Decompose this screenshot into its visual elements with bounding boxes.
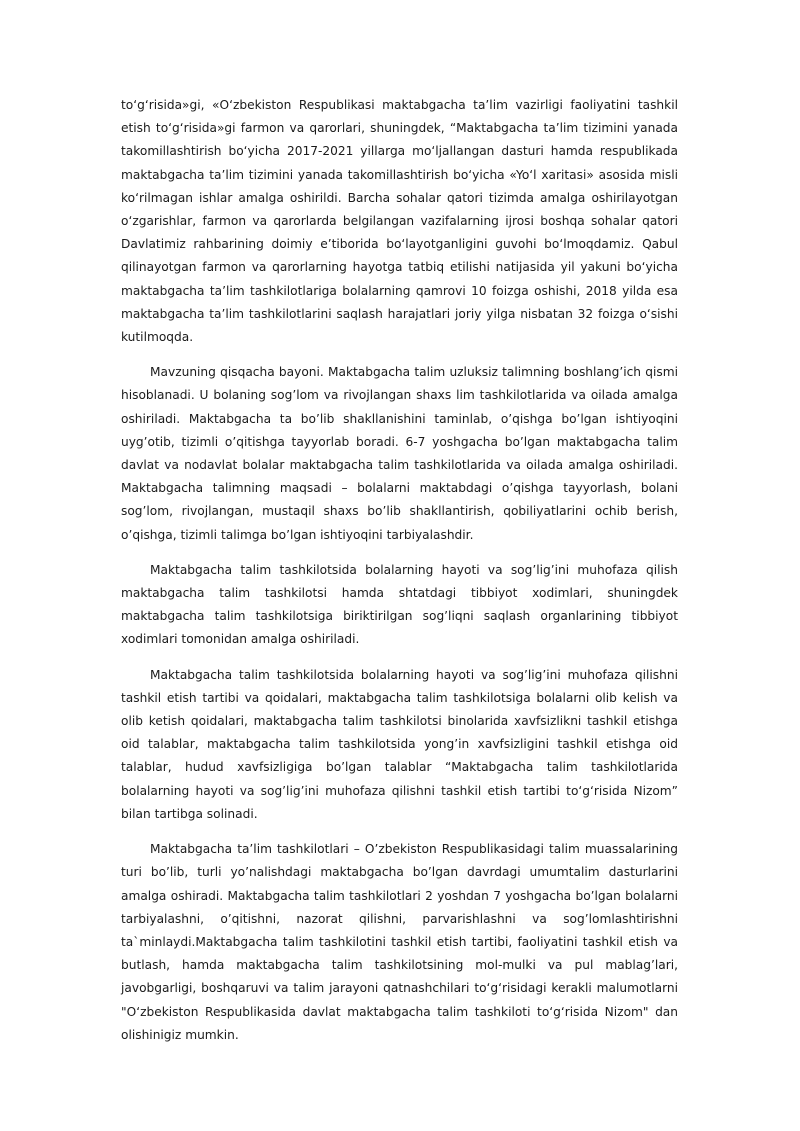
document-page: [121, 94, 678, 1059]
paragraph-3: Maktabgacha talim tashkilotsida bolalarning hayoti va sog’lig’ini muhofaza qilish maktabgacha talim tashkilotsi hamda shtatdagi tibbiyot xodimlari, shuningdek maktabgacha talim tashkilotsiga biriktirilgan sog’liqni saqlash organlarining tibbiyot xodimlari tomonidan amalga oshiriladi.: [121, 562, 678, 647]
paragraph-2: Mavzuning qisqacha bayoni. Maktabgacha talim uzluksiz talimning boshlang’ich qismi hisoblanadi. U bolaning sog’lom va rivojlangan shaxs lim tashkilotlarida va oilada amalga oshiriladi. Maktabgacha ta bo’lib shakllanishini taminlab, o’qishga bo’lgan ishtiyoqini uyg’otib, tizimli o’qitishga tayyorlab boradi. 6-7 yoshgacha bo’lgan maktabgacha talim davlat va nodavlat bolalar maktabgacha talim tashkilotlarida va oilada amalga oshiriladi. Maktabgacha talimning maqsadi – bolalarni maktabdagi o’qishga tayyorlash, bolani sog’lom, rivojlangan, mustaqil shaxs bo’lib shakllantirish, qobiliyatlarini ochib berish, o’qishga, tizimli talimga bo’lgan ishtiyoqini tarbiyalashdir.: [121, 365, 678, 542]
paragraph-1: to‘g‘risida»gi, «O‘zbekiston Respublikasi maktabgacha ta’lim vazirligi faoliyatini tashkil etish to‘g‘risida»gi farmon va qarorlari, shuningdek, “Maktabgacha ta’lim tizimini yanada takomillashtirish bo‘yicha 2017-2021 yillarga mo‘ljallangan dasturi hamda respublikada maktabgacha ta’lim tizimini yanada takomillashtirish bo‘yicha «Yo‘l xaritasi» asosida misli ko‘rilmagan ishlar amalga oshirildi. Barcha sohalar qatori tizimda amalga oshirilayotgan o‘zgarishlar, farmon va qarorlarda belgilangan vazifalarning ijrosi boshqa sohalar qatori Davlatimiz rahbarining doimiy e’tiborida bo‘layotganligini guvohi bo‘lmoqdamiz. Qabul qilinayotgan farmon va qarorlarning hayotga tatbiq etilishi natijasida yil yakuni bo‘yicha maktabgacha ta’lim tashkilotlariga bolalarning qamrovi 10 foizga oshishi, 2018 yilda esa maktabgacha ta’lim tashkilotlarini saqlash harajatlari joriy yilga nisbatan 32 foizga o‘sishi kutilmoqda.: [121, 98, 678, 345]
paragraph-4: Maktabgacha talim tashkilotsida bolalarning hayoti va sog’lig’ini muhofaza qilishni tashkil etish tartibi va qoidalari, maktabgacha talim tashkilotsiga bolalarni olib kelish va olib ketish qoidalari, maktabgacha talim tashkilotsi binolarida xavfsizlikni tashkil etishga oid talablar, maktabgacha talim tashkilotsida yong’in xavfsizligini tashkil etishga oid talablar, hudud xavfsizligiga bo’lgan talablar “Maktabgacha talim tashkilotlarida bolalarning hayoti va sog’lig’ini muhofaza qilishni tashkil etish tartibi to‘g‘risida Nizom” bilan tartibga solinadi.: [121, 667, 678, 821]
paragraph-5: Maktabgacha ta’lim tashkilotlari – O’zbekiston Respublikasidagi talim muassalarining turi bo’lib, turli yo’nalishdagi maktabgacha bo’lgan davrdagi umumtalim dasturlarini amalga oshiradi. Maktabgacha talim tashkilotlari 2 yoshdan 7 yoshgacha bo’lgan bolalarni tarbiyalashni, o’qitishni, nazorat qilishni, parvarishlashni va sog’lomlashtirishni ta`minlaydi.Maktabgacha talim tashkilotini tashkil etish tartibi, faoliyatini tashkil etish va butlash, hamda maktabgacha talim tashkilotsining mol-mulki va pul mablag’lari, javobgarligi, boshqaruvi va talim jarayoni qatnashchilari to‘g‘risidagi kerakli malumotlarni "O‘zbekiston Respublikasida davlat maktabgacha talim tashkiloti to‘g‘risida Nizom" dan olishinigiz mumkin.: [121, 842, 678, 1042]
